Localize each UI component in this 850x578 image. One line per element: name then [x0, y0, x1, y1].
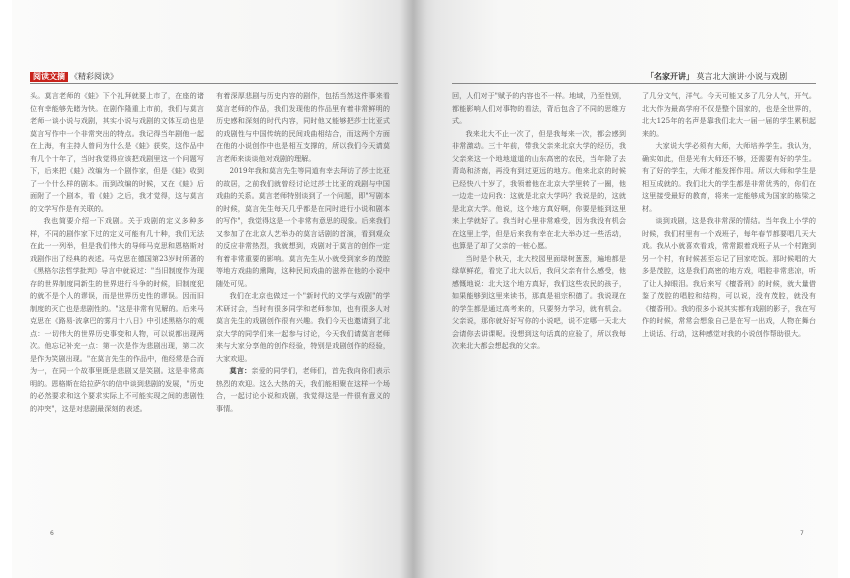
paragraph: 头。莫言老师的《蛙》下个礼拜就要上市了，在座的诸位有幸能够先睹为快。在剧作隆重上市前，我们与莫言老师一谈小说与戏剧，其实小说与戏剧的文体互动也是莫言写作中一个非常突出的特点。我记得当年剧他一起在上海，有主持人曾问为什么是《蛙》获奖，这作品中有几个十年了，当时我觉得应该把戏剧里这一个问题写下，后来把《蛙》改编为一个剧作家，但是《蛙》收到了一个什么样的剧本。而到改编的时候，又在《蛙》后面附了一个剧本，看《蛙》之后，我才觉得，这与莫言的文学写作是有关联的。	[30, 91, 204, 213]
text-column-1	[30, 90, 204, 530]
paragraph: 我也简要介绍一下戏剧。关于戏剧的定义多种多样，不同的剧作家下过的定义可能有几十种，我们无法在此一一列举，但是我们伟大的导师马克思和恩格斯对戏剧作出了经典的表述。马克思在德国第23岁时所著的《黑格尔法哲学批判》导言中就说过："当旧制度作为现存的世界制度同新生的世界进行斗争的时候，旧制度犯的就不是个人的谬误，而是世界历史性的谬误。因而旧制度的灭亡也是悲剧性的。"这是非常有见解的。后来马克思在《路易·波拿巴的雾月十八日》中引述黑格尔的观点：一切伟大的世界历史事变和人物，可以说都出现两次。他忘记补充一点：第一次是作为悲剧出现，第二次是作为笑剧出现。"在莫言先生的作品中，他经常是合而为一，在同一个故事里既是悲剧又是笑剧。这是非常高明的。恩格斯在给拉萨尔的信中谈到悲剧的发展，"历史的必然要求和这个要求实际上不可能实现之间的悲剧性的冲突"，这是对悲剧最深刻的表述。	[30, 216, 204, 413]
magazine-logo: 阅读文摘	[30, 72, 68, 82]
left-running-header	[30, 71, 118, 82]
paragraph: 我来北大不止一次了，但是我每来一次，都会感到非常激动。三十年前，带我父亲来北京大学的经历，我父亲来这一个地地道道的山东高密的农民，当年除了去青岛和济南，再没有到过更远的地方。他来北京的时候已经快八十岁了，我领着他在北京大学里转了一圈，他一边走一边问我：这就是北京大学吗？我说是的，这就是北京大学。他说，这个地方真好啊，你要是能到这里来上学就好了。我当时心里非常难受，因为我没有机会在这里上学，但是后来我有幸在北大举办过一些活动，也算是了却了父亲的一桩心愿。	[452, 128, 626, 250]
article-title: 莫言北大演讲·小说与戏剧	[696, 72, 788, 81]
speech-paragraph	[216, 365, 390, 415]
paragraph: 2019年我和莫言先生等同道有幸去拜访了莎士比亚的故居，之前我们就曾经讨论过莎士比亚的戏剧与中国戏曲的关系。莫言老师特别谈到了一个问题，即"写剧本的时候，莫言先生每天几乎都是在同时进行小说和剧本的写作"，我觉得这是一个非常有意思的现象。后来我们又参加了在北京人艺举办的莫言话剧的首演，看到观众的反应非常热烈，我就想到，戏剧对于莫言的创作一定有着非常重要的影响。莫言先生从小就受到家乡的茂腔等地方戏曲的熏陶，这种民间戏曲的滋养在他的小说中随处可见。	[216, 166, 390, 288]
paragraph: 当时是个秋天，北大校园里面绿树葱葱，遍地都是绿草鲜花，看完了北大以后，我问父亲有什么感受，他感慨地说：北大这个地方真好，我们这些农民的孩子，如果能够到这里来读书，那真是祖宗积德了。我说现在的学生都是通过高考来的，只要努力学习，就有机会。父亲说，那你就好好写你的小说吧，说不定哪一天北大会请你去讲课呢。没想到这句话真的应验了，所以我每次来北大都会想起我的父亲。	[452, 253, 626, 350]
speaker-label: 莫言：	[229, 366, 252, 375]
paragraph: 回，人们对于"赋予的内容也不一样。地域，乃至性别，都能影响人们对事物的看法，背后包含了不同的思维方式。	[452, 91, 626, 125]
paragraph: 大家说大学必须有大师，大师培养学生。我认为，确实如此，但是光有大师还不够，还需要有好的学生。有了好的学生，大师才能发挥作用。所以大师和学生是相互成就的。我们北大的学生都是非常优秀的，你们在这里接受最好的教育，将来一定能够成为国家的栋梁之材。	[642, 141, 816, 213]
left-header-rule	[30, 83, 398, 84]
right-running-header	[646, 71, 787, 82]
text-column-3	[452, 90, 626, 530]
right-header-rule	[452, 83, 816, 84]
section-label: 《精彩阅读》	[70, 72, 118, 81]
paragraph: 谈到戏剧，这是我非常深的情结。当年我上小学的时候，我们村里有一个戏班子，每年春节都要唱几天大戏。我从小就喜欢看戏，常常跟着戏班子从一个村跑到另一个村，有时候甚至忘记了回家吃饭。那时候唱的大多是茂腔，这是我们高密的地方戏，唱腔非常悲凉，听了让人掉眼泪。我后来写《檀香刑》的时候，就大量借鉴了茂腔的唱腔和结构，可以说，没有茂腔，就没有《檀香刑》。我的很多小说其实都有戏剧的影子，我在写作的时候，常常会想象自己是在写一出戏，人物在舞台上说话、行动，这种感觉对我的小说创作帮助很大。	[642, 216, 816, 338]
text-column-2	[216, 90, 390, 530]
page-number-right: 7	[800, 530, 804, 537]
speech-text: 亲爱的同学们，老师们，首先我向你们表示热烈的欢迎。这么大热的天，我们能相聚在这样一个场合，一起讨论小说和戏剧，我觉得这是一件很有意义的事情。	[216, 366, 390, 413]
paragraph: 了几分文气，洋气。今天可能又多了几分人气，开气。北大作为最高学府不仅是整个国家的，也是全世界的，北大125年的名声是靠我们北大一届一届的学生累积起来的。	[642, 91, 816, 138]
text-column-4	[642, 90, 816, 530]
paragraph: 有着深厚悲剧与历史内容的剧作，包括当然这件事来看莫言老师的作品，我们发现他的作品里有着非常鲜明的历史感和深刻的时代内容，同时他又能够把莎士比亚式的戏剧性与中国传统的民间戏曲相结合，而这两个方面在他的小说创作中也是相互支撑的，所以我们今天请莫言老师来谈谈他对戏剧的理解。	[216, 91, 390, 163]
page-number-left: 6	[50, 530, 54, 537]
paragraph: 我们在北京也做过一个"新时代的文学与戏剧"的学术研讨会，当时有很多同学和老师参加，也有很多人对莫言先生的戏剧创作很有兴趣。我们今天也邀请到了北京大学的同学们来一起参与讨论，今天我们请莫言老师来与大家分享他的创作经验，特别是戏剧创作的经验，大家欢迎。	[216, 291, 390, 363]
column-label: 「名家开讲」	[646, 72, 694, 81]
book-gutter	[400, 0, 426, 578]
